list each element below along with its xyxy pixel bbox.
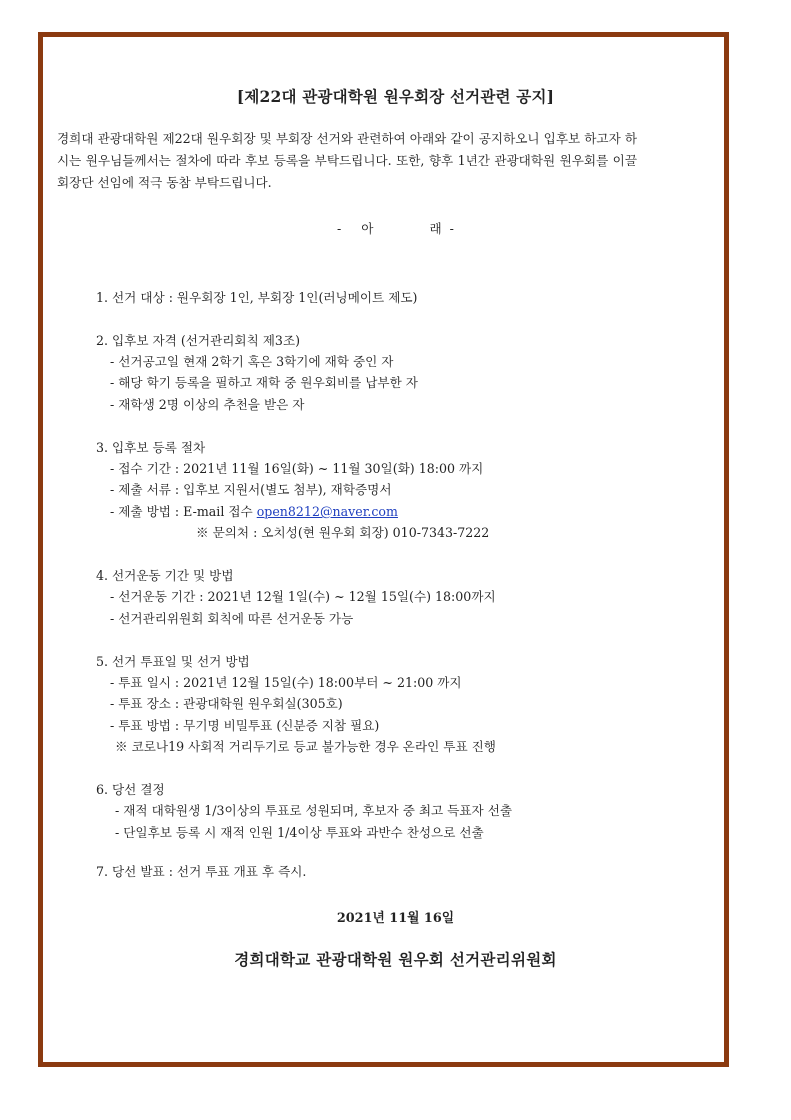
list-item: - 단일후보 등록 시 재적 인원 1/4이상 투표와 과반수 찬성으로 선출 — [115, 825, 484, 840]
section-2-heading: 2. 입후보 자격 (선거관리회칙 제3조) — [96, 333, 301, 348]
section-3-heading: 3. 입후보 등록 절차 — [96, 440, 206, 455]
list-item: - 재학생 2명 이상의 추천을 받은 자 — [110, 397, 305, 412]
list-item: - 선거운동 기간 : 2021년 12월 1일(수) ~ 12월 15일(수) 18:00까지 — [110, 589, 496, 604]
list-item: - 제출 서류 : 입후보 지원서(별도 첨부), 재학증명서 — [110, 482, 392, 497]
list-item: - 투표 장소 : 관광대학원 원우회실(305호) — [110, 696, 343, 711]
list-item: - 투표 방법 : 무기명 비밀투표 (신분증 지참 필요) — [110, 718, 380, 733]
intro-paragraph: 경희대 관광대학원 제22대 원우회장 및 부회장 선거와 관련하여 아래와 같이 공지하오니 입후보 하고자 하시는 원우님들께서는 절차에 따라 후보 등록을 부탁드립니다. 또한, 향후 1년간 관광대학원 원우회를 이끌 회장단 선임에 적극 동참 부탁드립니다. — [57, 131, 637, 190]
submit-method-label: - 제출 방법 : E-mail 접수 — [110, 504, 257, 519]
section-4-heading: 4. 선거운동 기간 및 방법 — [96, 568, 234, 583]
list-item: - 재적 대학원생 1/3이상의 투표로 성원되며, 후보자 중 최고 득표자 선출 — [115, 803, 513, 818]
section-6-heading: 6. 당선 결정 — [96, 782, 165, 797]
list-item: - 선거공고일 현재 2학기 혹은 3학기에 재학 중인 자 — [110, 354, 394, 369]
notice-date: 2021년 11월 16일 — [336, 911, 455, 926]
section-5-heading: 5. 선거 투표일 및 선거 방법 — [96, 654, 250, 669]
list-item: - 해당 학기 등록을 필하고 재학 중 원우회비를 납부한 자 — [110, 375, 418, 390]
contact-note: ※ 문의처 : 오치성(현 원우회 회장) 010-7343-7222 — [196, 525, 490, 540]
section-7-announcement: 7. 당선 발표 : 선거 투표 개표 후 즉시. — [96, 864, 307, 879]
email-link[interactable]: open8212@naver.com — [256, 504, 398, 519]
submit-method-line — [110, 504, 398, 520]
list-item: - 접수 기간 : 2021년 11월 16일(화) ~ 11월 30일(화) 18:00 까지 — [110, 461, 484, 476]
list-item: - 선거관리위원회 회칙에 따른 선거운동 가능 — [110, 611, 354, 626]
notice-title: [제22대 관광대학원 원우회장 선거관련 공지] — [236, 87, 555, 106]
section-1-target: 1. 선거 대상 : 원우회장 1인, 부회장 1인(러닝메이트 제도) — [96, 290, 418, 305]
list-item: - 투표 일시 : 2021년 12월 15일(수) 18:00부터 ~ 21:00 까지 — [110, 675, 462, 690]
covid-note: ※ 코로나19 사회적 거리두기로 등교 불가능한 경우 온라인 투표 진행 — [115, 739, 496, 754]
arae-divider: - 아 래 - — [337, 221, 454, 236]
organization-signature: 경희대학교 관광대학원 원우회 선거관리위원회 — [234, 950, 557, 969]
